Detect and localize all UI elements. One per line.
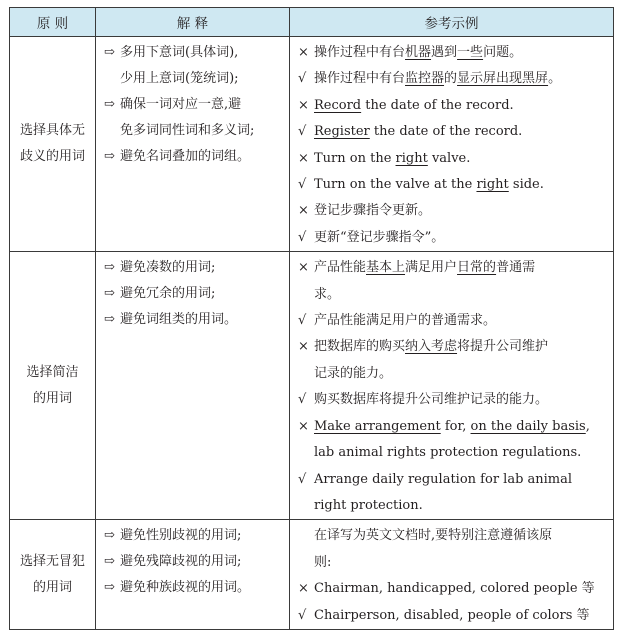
explanation-text: 避免性别歧视的用词; [120, 528, 242, 544]
example-text: Chairperson, disabled, people of colors 等 [314, 607, 590, 623]
example-line [298, 308, 607, 334]
example-text: Turn on the [314, 150, 396, 166]
explanation-line [104, 549, 285, 575]
principle-text: 选择无冒犯 [19, 553, 85, 569]
underlined-term: 显示屏出现黑屏 [457, 71, 549, 87]
example-text: Chairman, handicapped, colored people 等 [314, 581, 595, 597]
arrow-icon: ⇨ [104, 45, 115, 60]
example-text: Arrange daily regulation for lab animal [314, 471, 573, 487]
explanation-text: 避免凑数的用词; [120, 260, 216, 276]
example-text: lab animal rights protection regulations. [314, 445, 582, 461]
example-text: 的 [444, 71, 458, 87]
explanation-cell [96, 520, 290, 630]
principle-cell [10, 520, 96, 630]
example-line [298, 334, 607, 360]
example-line [298, 172, 607, 198]
example-text: 问题。 [483, 45, 523, 60]
example-text: 遇到 [431, 45, 458, 60]
principle-text: 的用词 [32, 579, 72, 595]
explanation-line [104, 66, 285, 92]
example-text: 记录的能力。 [314, 365, 393, 381]
header-examples: 参考示例 [290, 8, 614, 37]
example-line [298, 119, 607, 145]
explanation-text: 少用上意词(笼统词); [120, 71, 239, 86]
example-text: 产品性能 [314, 260, 367, 276]
examples-cell [290, 37, 614, 252]
example-text: 满足用户 [405, 260, 458, 276]
example-line [298, 40, 607, 66]
table-row [10, 520, 614, 630]
underlined-term: 基本上 [366, 260, 406, 276]
example-line [298, 467, 607, 493]
check-icon: √ [298, 177, 307, 193]
cross-icon: × [298, 203, 309, 219]
cross-icon: × [298, 418, 309, 434]
arrow-icon: ⇨ [104, 149, 115, 164]
underlined-term: 日常的 [457, 260, 497, 276]
example-text: 操作过程中有台 [314, 45, 406, 60]
example-line [298, 523, 607, 549]
underlined-term: right [476, 177, 509, 193]
example-line [298, 361, 607, 387]
example-line [298, 255, 607, 281]
arrow-icon: ⇨ [104, 260, 115, 276]
example-text: 。 [548, 71, 562, 87]
example-text: 更新“登记步骤指令”。 [314, 229, 445, 245]
arrow-icon: ⇨ [104, 580, 115, 596]
arrow-icon: ⇨ [104, 286, 115, 302]
example-text: 操作过程中有台 [314, 71, 406, 87]
example-text: 在译写为英文文档时,要特别注意遵循该原 [314, 528, 553, 544]
explanation-line [104, 118, 285, 144]
explanation-line [104, 40, 285, 66]
example-line [298, 198, 607, 224]
explanation-line [104, 523, 285, 549]
table-row [10, 37, 614, 252]
explanation-line [104, 144, 285, 170]
example-line [298, 387, 607, 413]
principle-cell [10, 252, 96, 520]
cross-icon: × [298, 45, 309, 60]
check-icon: √ [298, 471, 307, 487]
underlined-term: on the daily basis [470, 418, 586, 434]
example-line [298, 282, 607, 308]
principle-text: 的用词 [32, 390, 72, 406]
underlined-term: 纳入考虑 [405, 339, 458, 355]
examples-cell [290, 252, 614, 520]
example-text: valve. [427, 150, 471, 166]
example-line [298, 576, 607, 602]
example-line [298, 493, 607, 519]
cross-icon: × [298, 339, 309, 355]
example-line [298, 225, 607, 251]
underlined-term: 机器 [405, 45, 432, 60]
explanation-text: 多用下意词(具体词), [120, 45, 239, 60]
header-principle: 原 则 [10, 8, 96, 37]
explanation-text: 避免残障歧视的用词; [120, 554, 242, 570]
explanation-line [104, 92, 285, 118]
underlined-term: 一些 [457, 45, 484, 60]
examples-cell [290, 520, 614, 630]
explanation-text: 避免种族歧视的用词。 [120, 580, 251, 596]
check-icon: √ [298, 607, 307, 623]
example-text: Turn on the valve at the [314, 177, 477, 193]
explanation-cell [96, 252, 290, 520]
cross-icon: × [298, 150, 309, 166]
cross-icon: × [298, 97, 309, 113]
explanation-line [104, 255, 285, 281]
example-text: the date of the record. [361, 97, 514, 113]
example-text: 普通需 [496, 260, 536, 276]
underlined-term: 监控器 [405, 71, 445, 87]
arrow-icon: ⇨ [104, 312, 115, 328]
underlined-term: right [395, 150, 428, 166]
explanation-text: 确保一词对应一意,避 [120, 97, 242, 112]
example-text: 将提升公司维护 [457, 339, 549, 355]
explanation-line [104, 307, 285, 333]
cross-icon: × [298, 581, 309, 597]
example-text: 登记步骤指令更新。 [314, 203, 432, 219]
example-text: , [585, 418, 590, 434]
principle-cell [10, 37, 96, 252]
example-text: 购买数据库将提升公司维护记录的能力。 [314, 392, 549, 408]
principle-text: 选择具体无 [19, 123, 85, 139]
explanation-text: 避免名词叠加的词组。 [120, 149, 251, 164]
check-icon: √ [298, 71, 307, 87]
example-line [298, 66, 607, 92]
example-line [298, 93, 607, 119]
arrow-icon: ⇨ [104, 554, 115, 570]
example-line [298, 603, 607, 629]
example-text: 产品性能满足用户的普通需求。 [314, 313, 497, 329]
explanation-text: 避免冗余的用词; [120, 286, 216, 302]
check-icon: √ [298, 392, 307, 408]
table-row [10, 252, 614, 520]
check-icon: √ [298, 124, 307, 140]
example-line [298, 550, 607, 576]
example-text: side. [508, 177, 544, 193]
arrow-icon: ⇨ [104, 97, 115, 112]
example-line [298, 440, 607, 466]
example-text: 把数据库的购买 [314, 339, 406, 355]
cross-icon: × [298, 260, 309, 276]
check-icon: √ [298, 229, 307, 245]
example-text: for, [440, 418, 471, 434]
example-line [298, 414, 607, 440]
underlined-term: Register [314, 124, 370, 140]
explanation-line [104, 575, 285, 601]
explanation-cell [96, 37, 290, 252]
example-text: 则: [314, 554, 332, 570]
header-row [10, 8, 614, 37]
example-text: right protection. [314, 497, 423, 513]
example-text: 求。 [314, 286, 341, 302]
principle-text: 歧义的用词 [19, 149, 85, 165]
underlined-term: Make arrangement [314, 418, 441, 434]
principle-text: 选择简洁 [26, 364, 79, 380]
example-text: the date of the record. [369, 124, 523, 140]
underlined-term: Record [314, 97, 362, 113]
header-explanation: 解 释 [96, 8, 290, 37]
explanation-text: 免多词同性词和多义词; [120, 123, 255, 138]
arrow-icon: ⇨ [104, 528, 115, 544]
explanation-text: 避免词组类的用词。 [120, 312, 238, 328]
check-icon: √ [298, 313, 307, 329]
explanation-line [104, 281, 285, 307]
example-line [298, 146, 607, 172]
principles-table [9, 7, 614, 630]
